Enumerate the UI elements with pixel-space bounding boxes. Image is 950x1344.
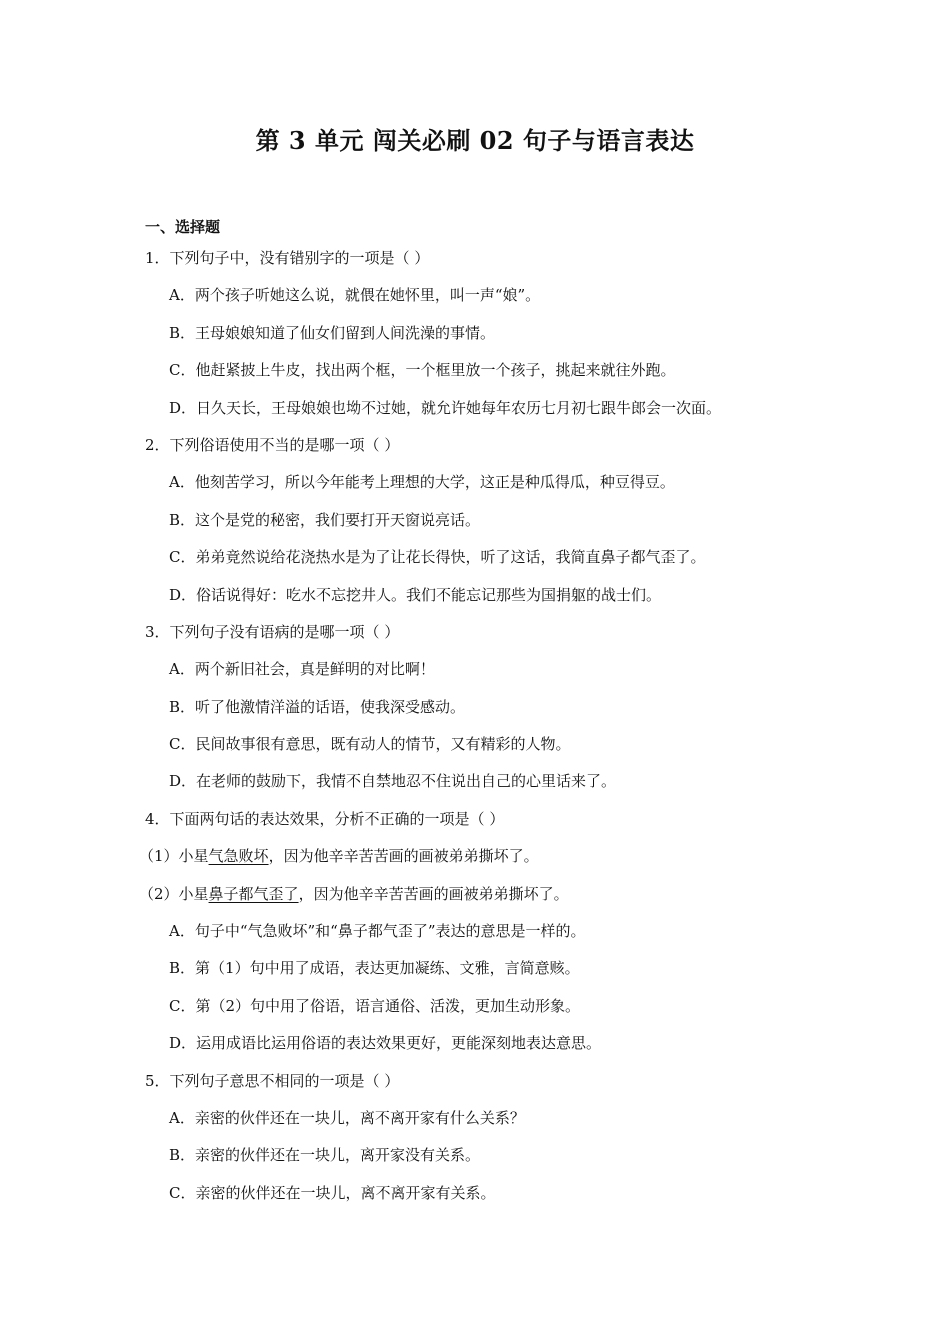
question-1-stem	[0, 246, 950, 283]
question-5-option-b: B．亲密的伙伴还在一块儿，离开家没有关系。	[169, 1146, 481, 1165]
question-1-option-b: B．王母娘娘知道了仙女们留到人间洗澡的事情。	[169, 323, 496, 342]
sentence-suffix: ，因为他辛辛苦苦画的画被弟弟撕坏了。	[298, 884, 569, 903]
question-text: 下列俗语使用不当的是哪一项（ ）	[169, 435, 400, 454]
question-3-option-c: C．民间故事很有意思，既有动人的情节，又有精彩的人物。	[169, 735, 571, 754]
section-heading: 一、选择题	[145, 218, 221, 236]
question-text: 下列句子意思不相同的一项是（ ）	[169, 1071, 400, 1090]
question-3-option-d: D．在老师的鼓励下，我情不自禁地忍不住说出自己的心里话来了。	[169, 772, 617, 791]
question-1-option-d: D．日久天长，王母娘娘也坳不过她，就允许她每年农历七月初七跟牛郎会一次面。	[169, 398, 722, 417]
question-2-stem	[0, 433, 950, 470]
question-4-sentence-1	[0, 844, 950, 881]
question-5-stem	[0, 1069, 950, 1106]
question-1-option-a: A．两个孩子听她这么说，就偎在她怀里，叫一声“娘”。	[169, 286, 541, 305]
question-3-option-a: A．两个新旧社会，真是鲜明的对比啊！	[169, 660, 435, 679]
underlined-phrase: 鼻子都气歪了	[208, 884, 299, 903]
question-3-stem	[0, 620, 950, 657]
question-5-option-a: A．亲密的伙伴还在一块儿，离不离开家有什么关系？	[169, 1108, 525, 1127]
question-4-option-d: D．运用成语比运用俗语的表达效果更好，更能深刻地表达意思。	[169, 1034, 602, 1053]
sentence-prefix: （1）小星	[139, 847, 209, 866]
sentence-suffix: ，因为他辛辛苦苦画的画被弟弟撕坏了。	[268, 847, 539, 866]
question-list	[0, 246, 950, 1218]
question-number: 1．	[145, 249, 170, 267]
question-number: 4．	[145, 809, 170, 828]
question-2-option-d: D．俗话说得好：吃水不忘挖井人。我们不能忘记那些为国捐躯的战士们。	[169, 585, 662, 604]
question-number: 5．	[145, 1071, 170, 1090]
question-4-option-c: C．第（2）句中用了俗语，语言通俗、活泼，更加生动形象。	[169, 996, 581, 1015]
question-1-option-c: C．他赶紧披上牛皮，找出两个框，一个框里放一个孩子，挑起来就往外跑。	[169, 361, 676, 380]
sentence-prefix: （2）小星	[139, 884, 209, 903]
underlined-phrase: 气急败坏	[208, 847, 269, 866]
question-2-option-a: A．他刻苦学习，所以今年能考上理想的大学，这正是种瓜得瓜，种豆得豆。	[169, 473, 675, 492]
question-4-option-b: B．第（1）句中用了成语，表达更加凝练、文雅，言简意赅。	[169, 959, 580, 978]
question-4-option-a: A．句子中“气急败坏”和“鼻子都气歪了”表达的意思是一样的。	[169, 922, 586, 941]
question-text: 下面两句话的表达效果，分析不正确的一项是（ ）	[169, 809, 505, 828]
question-2-option-c: C．弟弟竟然说给花浇热水是为了让花长得快，听了这话，我简直鼻子都气歪了。	[169, 548, 706, 567]
question-number: 3．	[145, 622, 170, 641]
page-title: 第 3 单元 闯关必刷 02 句子与语言表达	[255, 126, 695, 155]
question-4-sentence-2	[0, 882, 950, 919]
question-number: 2．	[145, 435, 170, 454]
question-text: 下列句子没有语病的是哪一项（ ）	[169, 622, 400, 641]
question-text: 下列句子中，没有错别字的一项是（ ）	[169, 249, 430, 267]
question-5-option-c: C．亲密的伙伴还在一块儿，离不离开家有关系。	[169, 1183, 496, 1202]
question-2-option-b: B．这个是党的秘密，我们要打开天窗说亮话。	[169, 510, 481, 529]
question-4-stem	[0, 807, 950, 844]
question-3-option-b: B．听了他激情洋溢的话语，使我深受感动。	[169, 697, 466, 716]
